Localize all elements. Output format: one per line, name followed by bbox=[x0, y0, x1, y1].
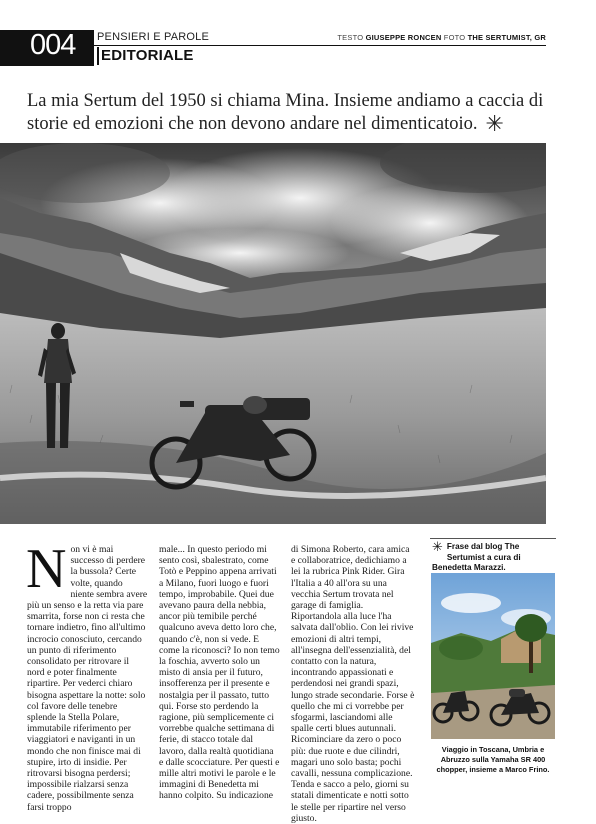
sidebar-rule bbox=[430, 538, 556, 539]
asterisk-icon: ✳ bbox=[432, 540, 443, 555]
asterisk-icon: ✳ bbox=[485, 112, 504, 137]
article-column-3-text: di Simona Roberto, cara amica e collaboratrice, dedichiamo a lei la rubrica Pink Rider. Gira l'Italia a 40 all'ora su una vecchia Sertum trovata nel garage di famiglia. Riportandola alla luce l'ha salvata dall'oblio. Con lei rivive emozioni di altri tempi, all'insegna dell'essenzialità, del contatto con la natura, incontrando appassionati e perdendosi nei grandi spazi, lungo strade secondarie. Forse è quello che mi ci vorrebbe per sfogarmi, lasciandomi alle spalle certi blues autunnali. Ricominciare da zero o poco più: due ruote e due cilindri, magari uno solo basta; pochi cavalli, nessuna complicazione. Tenda e sacco a pelo, giorni su statali dimenticate e notti sotto le stelle per ripartire nel verso giusto. bbox=[291, 544, 415, 824]
article-column-2 bbox=[159, 544, 280, 802]
page-number: 004 bbox=[30, 29, 76, 61]
sidebar-heading-text: Frase dal blog The Sertumist a cura di Benedetta Marazzi. bbox=[432, 542, 521, 572]
sidebar-caption: Viaggio in Toscana, Umbria e Abruzzo sulla Yamaha SR 400 chopper, insieme a Marco Frino. bbox=[436, 745, 550, 774]
article-column-1-text: on vi è mai successo di perdere la bussola? Certe volte, quando niente sembra avere più un senso e la retta via pare smarrita, forse non ci resta che tornare indietro, fino all'ultimo incrocio conosciuto, cercando un punto di riferimento consolidato per ritrovare il nord e poter finalmente ripartire. Per vederci chiaro bisogna aspettare la notte: solo col favore delle tenebre splende la Stella Polare, immutabile riferimento per viaggiatori e naviganti in un mondo che non finisce mai di stupire, irto di insidie. Per ritrovarsi bisogna perdersi; impossibile rialzarsi senza cadere, possibilmente senza farsi troppo bbox=[27, 544, 148, 813]
article-column-3 bbox=[291, 544, 415, 824]
headline bbox=[27, 90, 547, 136]
credits bbox=[337, 33, 546, 42]
article-column-1 bbox=[26, 538, 148, 813]
main-photo bbox=[0, 143, 546, 524]
credits-text-author: GIUSEPPE RONCEN bbox=[365, 33, 442, 42]
credits-photo-author: THE SERTUMIST, GR bbox=[467, 33, 546, 42]
headline-text: La mia Sertum del 1950 si chiama Mina. Insieme andiamo a caccia di storie ed emozioni che non devono andare nel dimenticatoio. bbox=[27, 91, 544, 134]
section-kicker: PENSIERI E PAROLE bbox=[97, 31, 210, 43]
section-title: EDITORIALE bbox=[97, 47, 194, 65]
header-rule bbox=[94, 45, 546, 46]
article-column-2-text: male... In questo periodo mi sento così, sbalestrato, come Totò e Peppino appena arrivati a Milano, fuori luogo e fuori tempo, improbabile. Quei due avevano paura della nebbia, ancor più temibile perché qualcuno aveva detto loro che, quando c'è, non si vede. E come la riconosci? Io non temo la foschia, avverto solo un misto di ansia per il futuro, insofferenza per il presente e nostalgia per il passato, tutto qui. Forse sto perdendo la ragione, più semplicemente ci vorrebbe qualche settimana di ferie, di stacco totale dal lavoro, dalla realtà quotidiana e dalle scocciature. Per questi e mille altri motivi le parole e le immagini di Benedetta mi hanno colpito. Su indicazione bbox=[159, 544, 280, 802]
sidebar-heading bbox=[432, 542, 554, 574]
credits-text-label: TESTO bbox=[337, 33, 364, 42]
dropcap: N bbox=[26, 538, 67, 600]
credits-photo-label: FOTO bbox=[443, 33, 466, 42]
sidebar-photo bbox=[431, 573, 555, 739]
